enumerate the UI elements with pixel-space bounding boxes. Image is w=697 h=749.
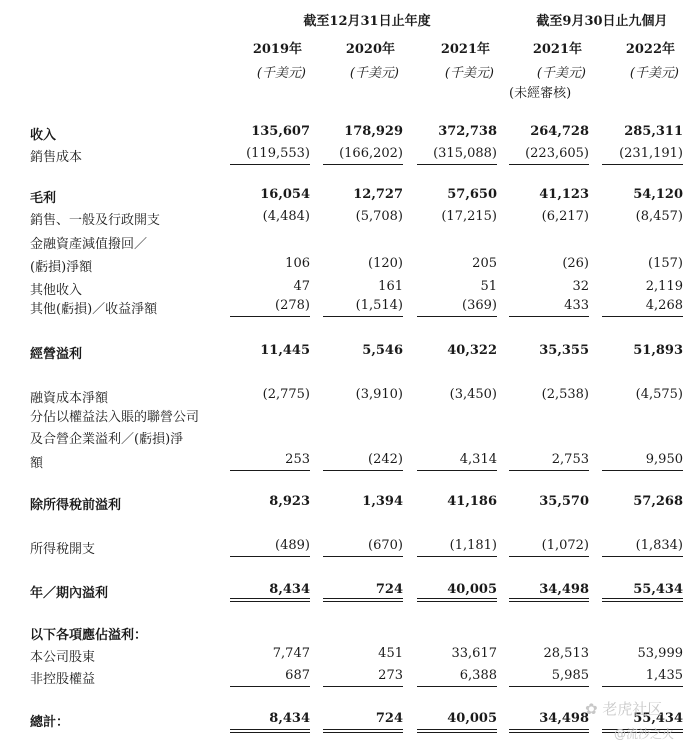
value-cell: (1,834) xyxy=(635,538,683,553)
value-cell: 205 xyxy=(472,256,497,271)
value-cell: (670) xyxy=(368,538,403,553)
double-rule xyxy=(602,598,683,599)
double-rule xyxy=(323,729,403,730)
value-cell: (3,910) xyxy=(355,387,403,402)
single-rule xyxy=(323,470,403,471)
year-header-5: 2022年 xyxy=(625,42,675,57)
row-label: (虧損)淨額 xyxy=(30,260,93,275)
value-cell: 55,434 xyxy=(633,711,683,726)
double-rule xyxy=(323,598,403,599)
value-cell: (242) xyxy=(368,452,403,467)
value-cell: (369) xyxy=(462,298,497,313)
single-rule xyxy=(417,556,497,557)
watermark xyxy=(585,698,662,719)
row-label: 銷售成本 xyxy=(30,150,83,165)
single-rule xyxy=(230,686,310,687)
row-label: 以下各項應佔溢利： xyxy=(30,628,148,643)
row-label: 毛利 xyxy=(30,191,57,206)
value-cell: 53,999 xyxy=(637,646,683,661)
single-rule xyxy=(323,556,403,557)
row-label: 收入 xyxy=(30,128,57,143)
value-cell: (6,217) xyxy=(541,209,589,224)
value-cell: 32 xyxy=(572,279,589,294)
row-label: 其他(虧損)／收益淨額 xyxy=(30,302,158,317)
value-cell: (119,553) xyxy=(246,146,310,161)
value-cell: 178,929 xyxy=(344,124,403,139)
group-header-nine-months: 截至9月30日止九個月 xyxy=(536,14,668,29)
value-cell: 285,311 xyxy=(624,124,683,139)
value-cell: (4,575) xyxy=(635,387,683,402)
value-cell: (278) xyxy=(275,298,310,313)
single-rule xyxy=(509,316,589,317)
single-rule xyxy=(417,686,497,687)
value-cell: 11,445 xyxy=(260,343,310,358)
value-cell: 16,054 xyxy=(260,187,310,202)
row-label: 非控股權益 xyxy=(30,672,96,687)
value-cell: 4,268 xyxy=(645,298,683,313)
row-label: 總計： xyxy=(30,715,70,730)
value-cell: 35,570 xyxy=(539,494,589,509)
value-cell: 41,123 xyxy=(539,187,589,202)
value-cell: (1,072) xyxy=(541,538,589,553)
double-rule xyxy=(323,732,403,733)
value-cell: (2,538) xyxy=(541,387,589,402)
value-cell: 1,435 xyxy=(645,668,683,683)
value-cell: 28,513 xyxy=(543,646,589,661)
value-cell: 40,322 xyxy=(447,343,497,358)
value-cell: (1,514) xyxy=(355,298,403,313)
double-rule xyxy=(230,601,310,602)
row-label: 額 xyxy=(30,456,44,471)
double-rule xyxy=(323,601,403,602)
value-cell: (166,202) xyxy=(339,146,403,161)
value-cell: (120) xyxy=(368,256,403,271)
double-rule xyxy=(230,732,310,733)
single-rule xyxy=(602,316,683,317)
row-label: 本公司股東 xyxy=(30,650,96,665)
single-rule xyxy=(509,470,589,471)
double-rule xyxy=(509,601,589,602)
value-cell: (489) xyxy=(275,538,310,553)
value-cell: (223,605) xyxy=(525,146,589,161)
value-cell: 57,650 xyxy=(447,187,497,202)
double-rule xyxy=(417,732,497,733)
single-rule xyxy=(602,470,683,471)
row-label: 年／期內溢利 xyxy=(30,586,109,601)
value-cell: (26) xyxy=(562,256,589,271)
double-rule xyxy=(417,598,497,599)
value-cell: (3,450) xyxy=(449,387,497,402)
value-cell: 34,498 xyxy=(539,582,589,597)
single-rule xyxy=(602,686,683,687)
value-cell: 106 xyxy=(285,256,310,271)
value-cell: 253 xyxy=(285,452,310,467)
single-rule xyxy=(509,556,589,557)
double-rule xyxy=(230,598,310,599)
row-label: 所得稅開支 xyxy=(30,542,96,557)
value-cell: 54,120 xyxy=(633,187,683,202)
value-cell: (157) xyxy=(648,256,683,271)
value-cell: 51,893 xyxy=(633,343,683,358)
value-cell: 57,268 xyxy=(633,494,683,509)
value-cell: 724 xyxy=(375,711,403,726)
value-cell: 372,738 xyxy=(438,124,497,139)
value-cell: 2,119 xyxy=(645,279,683,294)
value-cell: 47 xyxy=(293,279,310,294)
value-cell: 1,394 xyxy=(362,494,403,509)
value-cell: 161 xyxy=(378,279,403,294)
single-rule xyxy=(509,686,589,687)
unit-label-1: (千美元) xyxy=(256,66,306,81)
group-header-year-ended: 截至12月31日止年度 xyxy=(303,14,431,29)
value-cell: 9,950 xyxy=(645,452,683,467)
value-cell: 724 xyxy=(375,582,403,597)
value-cell: 8,434 xyxy=(269,582,310,597)
double-rule xyxy=(509,598,589,599)
double-rule xyxy=(417,729,497,730)
row-label: 融資成本淨額 xyxy=(30,391,109,406)
value-cell: 273 xyxy=(378,668,403,683)
year-header-2: 2020年 xyxy=(345,42,395,57)
double-rule xyxy=(230,729,310,730)
single-rule xyxy=(602,556,683,557)
single-rule xyxy=(509,164,589,165)
unit-label-2: (千美元) xyxy=(349,66,399,81)
value-cell: (1,181) xyxy=(449,538,497,553)
single-rule xyxy=(230,164,310,165)
value-cell: 7,747 xyxy=(272,646,310,661)
single-rule xyxy=(417,164,497,165)
single-rule xyxy=(602,164,683,165)
value-cell: (315,088) xyxy=(433,146,497,161)
value-cell: 35,355 xyxy=(539,343,589,358)
value-cell: (8,457) xyxy=(635,209,683,224)
row-label: 分佔以權益法入賬的聯營公司 xyxy=(30,410,200,425)
value-cell: (4,484) xyxy=(262,209,310,224)
row-label: 及合營企業溢利／(虧損)淨 xyxy=(30,432,184,447)
value-cell: 2,753 xyxy=(551,452,589,467)
value-cell: 12,727 xyxy=(353,187,403,202)
unit-label-4: (千美元) xyxy=(536,66,586,81)
single-rule xyxy=(417,316,497,317)
value-cell: 40,005 xyxy=(447,711,497,726)
single-rule xyxy=(230,470,310,471)
value-cell: (2,775) xyxy=(262,387,310,402)
value-cell: 264,728 xyxy=(530,124,589,139)
value-cell: 5,985 xyxy=(551,668,589,683)
single-rule xyxy=(417,470,497,471)
year-header-1: 2019年 xyxy=(252,42,302,57)
double-rule xyxy=(602,601,683,602)
value-cell: 687 xyxy=(285,668,310,683)
value-cell: 41,186 xyxy=(447,494,497,509)
double-rule xyxy=(509,729,589,730)
value-cell: 5,546 xyxy=(362,343,403,358)
value-cell: 135,607 xyxy=(251,124,310,139)
row-label: 銷售、一般及行政開支 xyxy=(30,213,161,228)
value-cell: 433 xyxy=(564,298,589,313)
single-rule xyxy=(323,316,403,317)
value-cell: (17,215) xyxy=(441,209,497,224)
row-label: 金融資產減值撥回／ xyxy=(30,237,148,252)
value-cell: 55,434 xyxy=(633,582,683,597)
value-cell: 8,923 xyxy=(269,494,310,509)
watermark-handle: @流沙之火 xyxy=(614,727,675,741)
value-cell: 33,617 xyxy=(451,646,497,661)
row-label: 經營溢利 xyxy=(30,347,83,362)
year-header-3: 2021年 xyxy=(440,42,490,57)
single-rule xyxy=(230,316,310,317)
year-header-4: 2021年 xyxy=(532,42,582,57)
row-label: 其他收入 xyxy=(30,283,83,298)
value-cell: 8,434 xyxy=(269,711,310,726)
value-cell: 51 xyxy=(480,279,497,294)
value-cell: 6,388 xyxy=(459,668,497,683)
value-cell: (231,191) xyxy=(619,146,683,161)
double-rule xyxy=(509,732,589,733)
unit-label-5: (千美元) xyxy=(629,66,679,81)
single-rule xyxy=(323,164,403,165)
single-rule xyxy=(323,686,403,687)
value-cell: 34,498 xyxy=(539,711,589,726)
unaudited-label: (未經審核) xyxy=(509,86,572,101)
unit-label-3: (千美元) xyxy=(444,66,494,81)
single-rule xyxy=(230,556,310,557)
tiger-logo-icon: ✿ xyxy=(585,700,598,718)
value-cell: 40,005 xyxy=(447,582,497,597)
row-label: 除所得稅前溢利 xyxy=(30,498,122,513)
double-rule xyxy=(417,601,497,602)
value-cell: 4,314 xyxy=(459,452,497,467)
value-cell: 451 xyxy=(378,646,403,661)
value-cell: (5,708) xyxy=(355,209,403,224)
watermark-text: 老虎社区 xyxy=(602,700,663,718)
